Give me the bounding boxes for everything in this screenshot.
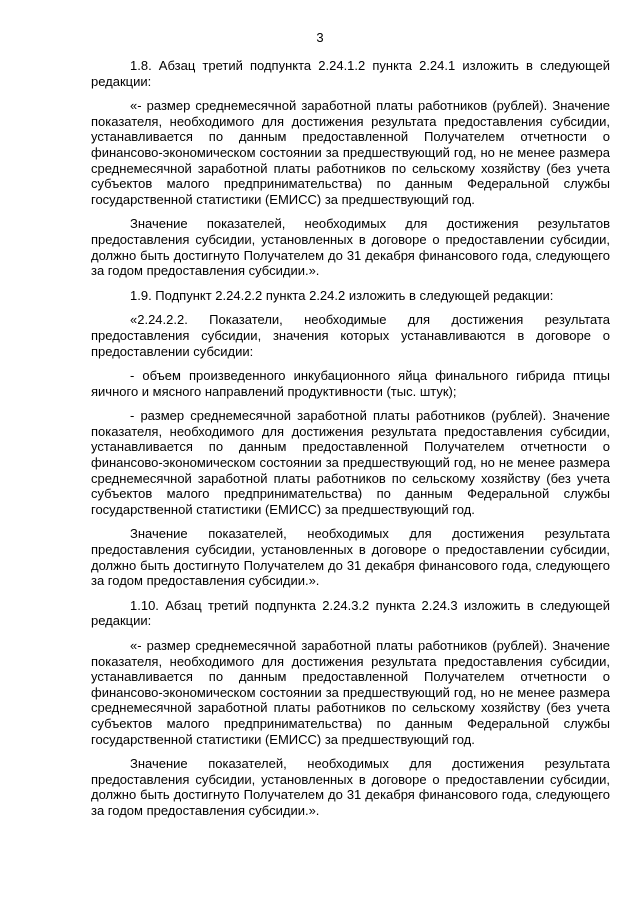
paragraph-salary-indicator-1: «- размер среднемесячной заработной платы работников (рублей). Значение показателя, необходимого для достижения результата предоставления субсидии, устанавливается по данным предоставленной Получателем отчетности о финансово-экономическом состоянии за предшествующий год, но не менее размера среднемесячной заработной платы работников по сельскому хозяйству (без учета субъектов малого предпринимательства) по данным Федеральной службы государственной статистики (ЕМИСС) за предшествующий год. bbox=[91, 98, 610, 207]
paragraph-2-24-2-2: «2.24.2.2. Показатели, необходимые для достижения результата предоставления субсидии, значения которых устанавливаются в договоре о предоставлении субсидии: bbox=[91, 312, 610, 359]
paragraph-indicator-deadline-2: Значение показателей, необходимых для достижения результата предоставления субсидии, установленных в договоре о предоставлении субсидии, должно быть достигнуто Получателем до 31 декабря финансового года, следующего за годом предоставления субсидии.». bbox=[91, 526, 610, 589]
paragraph-1-8-heading: 1.8. Абзац третий подпункта 2.24.1.2 пункта 2.24.1 изложить в следующей редакции: bbox=[91, 58, 610, 89]
document-body bbox=[91, 58, 610, 828]
paragraph-salary-indicator-2: - размер среднемесячной заработной платы работников (рублей). Значение показателя, необходимого для достижения результата предоставления субсидии, устанавливается по данным предоставленной Получателем отчетности о финансово-экономическом состоянии за предшествующий год, но не менее размера среднемесячной заработной платы работников по сельскому хозяйству (без учета субъектов малого предпринимательства) по данным Федеральной службы государственной статистики (ЕМИСС) за предшествующий год. bbox=[91, 408, 610, 517]
paragraph-1-9-heading: 1.9. Подпункт 2.24.2.2 пункта 2.24.2 изложить в следующей редакции: bbox=[130, 287, 554, 303]
paragraph-indicator-deadline-1: Значение показателей, необходимых для достижения результатов предоставления субсидии, установленных в договоре о предоставлении субсидии, должно быть достигнуто Получателем до 31 декабря финансового года, следующего за годом предоставления субсидии.». bbox=[91, 216, 610, 279]
paragraph-1-10-heading: 1.10. Абзац третий подпункта 2.24.3.2 пункта 2.24.3 изложить в следующей редакции: bbox=[91, 597, 610, 629]
page-number: 3 bbox=[316, 30, 324, 45]
paragraph-egg-volume-indicator: - объем произведенного инкубационного яйца финального гибрида птицы яичного и мясного направлений продуктивности (тыс. штук); bbox=[91, 368, 610, 399]
paragraph-salary-indicator-3: «- размер среднемесячной заработной платы работников (рублей). Значение показателя, необходимого для достижения результата предоставления субсидии, устанавливается по данным предоставленной Получателем отчетности о финансово-экономическом состоянии за предшествующий год, но не менее размера среднемесячной заработной платы работников по сельскому хозяйству (без учета субъектов малого предпринимательства) по данным Федеральной службы государственной статистики (ЕМИСС) за предшествующий год. bbox=[91, 638, 610, 747]
paragraph-indicator-deadline-3: Значение показателей, необходимых для достижения результата предоставления субсидии, установленных в договоре о предоставлении субсидии, должно быть достигнуто Получателем до 31 декабря финансового года, следующего за годом предоставления субсидии.». bbox=[91, 756, 610, 818]
